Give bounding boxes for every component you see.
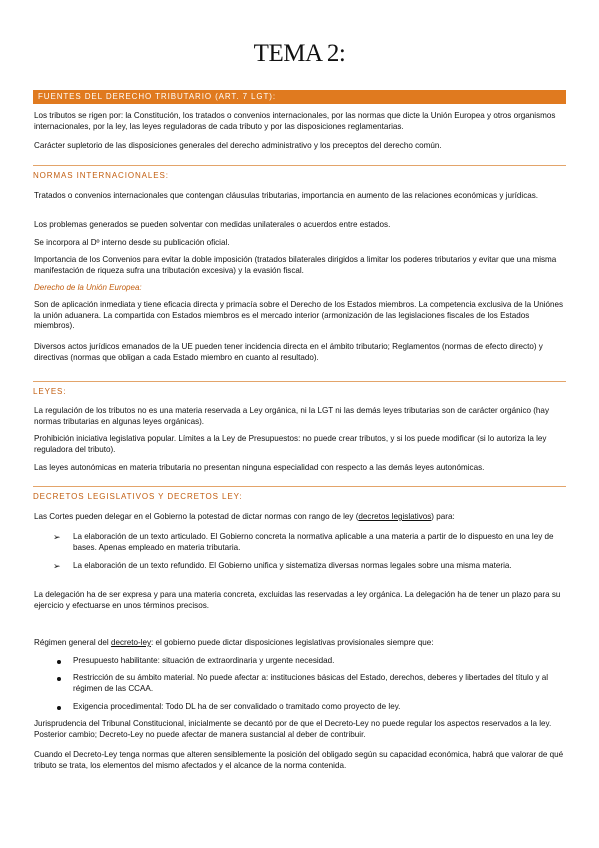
section-heading-normas: NORMAS INTERNACIONALES: — [33, 171, 169, 180]
list-item: La elaboración de un texto refundido. El Gobierno unifica y sistematiza diversas normas legales sobre una misma materia. — [73, 561, 512, 570]
section-divider — [33, 486, 566, 487]
underlined-term: decretos legislativos — [358, 512, 432, 521]
section-divider — [33, 381, 566, 382]
paragraph: Los tributos se rigen por: la Constitución, los tratados o convenios internacionales, por las normas que dicte la Unión Europea y otros organismos internacionales, por la ley, las leyes reguladoras de cada tributo y por las disposiciones reglamentarias. — [34, 111, 556, 131]
paragraph: Carácter supletorio de las disposiciones generales del derecho administrativo y los preceptos del derecho común. — [34, 141, 442, 150]
page-title: TEMA 2: — [253, 40, 346, 67]
text-run: ) para: — [431, 512, 455, 521]
bullet-icon — [57, 660, 61, 664]
paragraph — [34, 512, 564, 523]
text-run: Las Cortes pueden delegar en el Gobierno la potestad de dictar normas con rango de ley ( — [34, 512, 359, 521]
paragraph — [34, 638, 564, 649]
bullet-icon — [57, 677, 61, 681]
paragraph: La regulación de los tributos no es una materia reservada a Ley orgánica, ni la LGT ni las demás leyes tributarias son de carácter orgánico (hay normas tributarias en algunas leyes orgánicas). — [34, 406, 549, 426]
paragraph: Importancia de los Convenios para evitar la doble imposición (tratados bilaterales dirigidos a limitar los poderes tributarios y evitar que una misma manifestación de riqueza sufra una tributación excesiva) y la evasión fiscal. — [34, 255, 557, 275]
text-run: : el gobierno puede dictar disposiciones legislativas provisionales siempre que: — [151, 638, 434, 647]
arrow-bullet-icon: ➢ — [53, 532, 61, 542]
list-item: Restricción de su ámbito material. No puede afectar a: instituciones básicas del Estado, derechos, deberes y libertades del título y al régimen de las CCAA. — [73, 673, 549, 693]
text-run: Régimen general del — [34, 638, 111, 647]
section-heading-decretos: DECRETOS LEGISLATIVOS Y DECRETOS LEY: — [33, 492, 243, 501]
arrow-bullet-icon: ➢ — [53, 561, 61, 571]
paragraph: Son de aplicación inmediata y tiene eficacia directa y primacía sobre el Derecho de los Estados miembros. La competencia exclusiva de la Uniónes la unión aduanera. La compartida con Estados miembros es el mercado interior (armonización de las legislaciones fiscales de los Estados miembros). — [34, 300, 564, 331]
underlined-term: decreto-ley — [110, 638, 151, 647]
list-item: La elaboración de un texto articulado. El Gobierno concreta la normativa aplicable a una materia a partir de lo dispuesto en una ley de bases. Apenas empleado en materia tributaria. — [73, 532, 554, 552]
paragraph: Jurisprudencia del Tribunal Constitucional, inicialmente se decantó por de que el Decreto-Ley no puede regular los aspectos reservados a la ley. Posterior cambio; Decreto-Ley no puede afectar de manera sustancial al deber de contribuir. — [34, 719, 552, 739]
section-divider — [33, 165, 566, 166]
paragraph: Tratados o convenios internacionales que contengan cláusulas tributarias, importancia en aumento de las relaciones económicas y jurídicas. — [34, 191, 539, 200]
section-heading-fuentes: FUENTES DEL DERECHO TRIBUTARIO (ART. 7 LGT): — [33, 90, 566, 104]
bullet-icon — [57, 706, 61, 710]
paragraph: La delegación ha de ser expresa y para una materia concreta, excluidas las reservadas a ley orgánica. La delegación ha de tener un plazo para su ejercicio y efectuarse en unos términos precisos. — [34, 590, 561, 610]
paragraph: Prohibición iniciativa legislativa popular. Límites a la Ley de Presupuestos: no puede crear tributos, y si los puede modificar (si lo autoriza la ley reguladora del tributo). — [34, 434, 547, 454]
paragraph: Los problemas generados se pueden solventar con medidas unilaterales o acuerdos entre estados. — [34, 220, 391, 229]
paragraph: Las leyes autonómicas en materia tributaria no presentan ninguna especialidad con respecto a las demás leyes autonómicas. — [34, 463, 485, 472]
subheading-ue: Derecho de la Unión Europea: — [34, 283, 142, 292]
paragraph: Cuando el Decreto-Ley tenga normas que alteren sensiblemente la posición del obligado según su capacidad económica, habrá que valorar de qué tributo se trata, los elementos del mismo afectados y el alcance de la norma contenida. — [34, 750, 564, 770]
paragraph: Se incorpora al Dº interno desde su publicación oficial. — [34, 238, 230, 247]
paragraph: Diversos actos jurídicos emanados de la UE pueden tener incidencia directa en el ámbito tributario; Reglamentos (normas de efecto directo) y directivas (normas que obligan a cada Estado miembro en cuanto al resultado). — [34, 342, 543, 362]
section-heading-leyes: LEYES: — [33, 387, 67, 396]
list-item: Presupuesto habilitante: situación de extraordinaria y urgente necesidad. — [73, 656, 335, 665]
list-item: Exigencia procedimental: Todo DL ha de ser convalidado o tramitado como proyecto de ley. — [73, 702, 401, 711]
